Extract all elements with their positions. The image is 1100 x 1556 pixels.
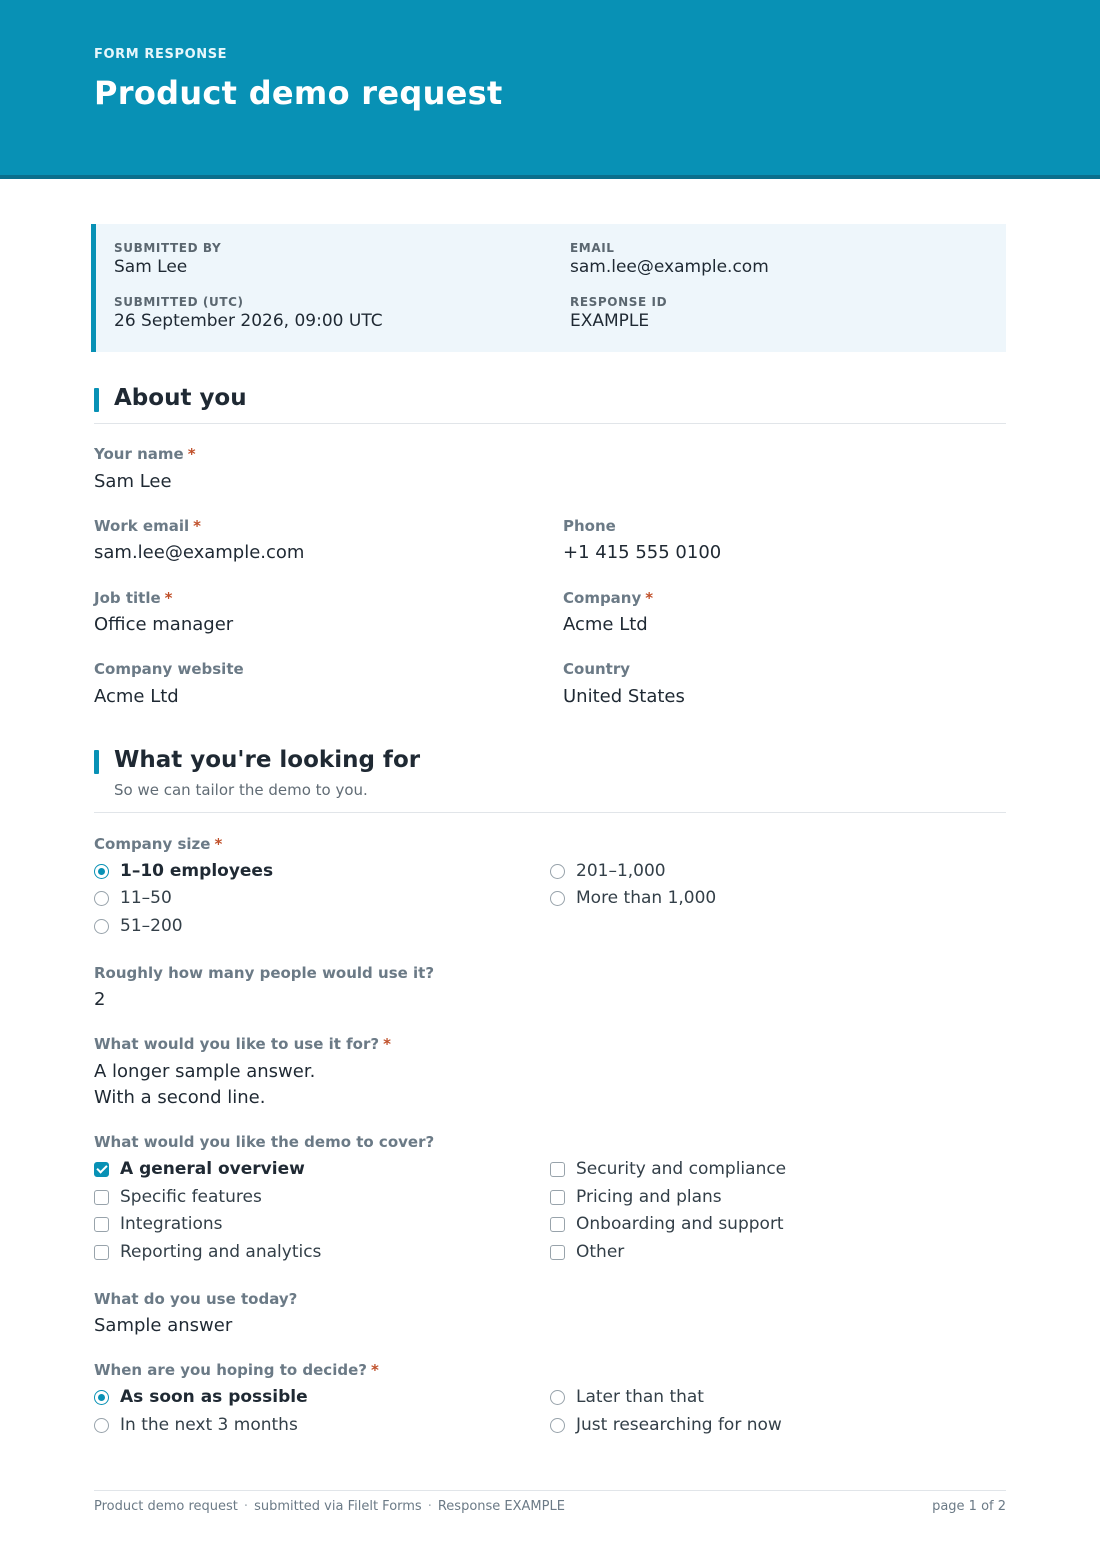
meta-label: EMAIL <box>570 241 615 255</box>
required-mark: * <box>164 589 173 607</box>
checkbox-empty-icon <box>94 1217 109 1232</box>
field-label-work-email: Work email * <box>94 517 201 535</box>
section-title: About you <box>114 385 247 411</box>
footer-form-name: Product demo request <box>94 1499 238 1514</box>
footer-submitted-via: submitted via Filelt Forms <box>254 1499 422 1514</box>
checkbox-empty-icon <box>550 1190 565 1205</box>
page-header <box>0 0 1100 179</box>
field-value-people-count: 2 <box>94 989 106 1010</box>
page-number: page 1 of 2 <box>932 1499 1006 1514</box>
meta-label: RESPONSE ID <box>570 295 668 309</box>
section-description: So we can tailor the demo to you. <box>114 781 368 799</box>
footer-info <box>94 1499 565 1514</box>
field-label-phone: Phone <box>563 517 616 535</box>
checkbox-empty-icon <box>94 1190 109 1205</box>
required-mark: * <box>383 1035 391 1053</box>
field-label-decide: When are you hoping to decide? * <box>94 1361 379 1379</box>
footer-separator: · <box>427 1499 432 1514</box>
section-about-you <box>94 385 1006 424</box>
meta-value: Sam Lee <box>114 257 188 277</box>
field-value-use-today: Sample answer <box>94 1315 233 1336</box>
meta-submitted-utc <box>114 295 383 331</box>
page-footer <box>94 1490 1006 1530</box>
field-label-use-today: What do you use today? <box>94 1290 298 1308</box>
required-mark: * <box>645 589 654 607</box>
field-value-company: Acme Ltd <box>563 614 648 635</box>
checkbox-empty-icon <box>94 1245 109 1260</box>
radio-empty-icon <box>94 891 109 906</box>
required-mark: * <box>370 1361 379 1379</box>
required-mark: * <box>214 835 223 853</box>
radio-empty-icon <box>94 919 109 934</box>
meta-value: sam.lee@example.com <box>570 257 769 277</box>
footer-separator: · <box>243 1499 249 1514</box>
field-value-use-for-line-2: With a second line. <box>94 1087 266 1108</box>
page-title: Product demo request <box>94 74 503 112</box>
meta-response-id <box>570 295 667 331</box>
radio-empty-icon <box>550 864 565 879</box>
checkbox-checked-icon <box>94 1162 109 1177</box>
radio-empty-icon <box>94 1418 109 1433</box>
field-label-job-title: Job title * <box>94 589 173 607</box>
required-mark: * <box>193 517 201 535</box>
section-accent-bar <box>94 388 99 412</box>
radio-empty-icon <box>550 1418 565 1433</box>
field-label-people-count: Roughly how many people would use it? <box>94 964 435 982</box>
meta-label: SUBMITTED BY <box>114 241 222 255</box>
meta-email <box>570 241 769 277</box>
header-eyebrow: FORM RESPONSE <box>94 47 228 62</box>
field-label-company-website: Company website <box>94 660 244 678</box>
section-accent-bar <box>94 750 99 774</box>
checkbox-empty-icon <box>550 1162 565 1177</box>
required-mark: * <box>187 445 196 463</box>
section-title: What you're looking for <box>114 747 421 773</box>
field-label-company: Company * <box>563 589 654 607</box>
radio-selected-icon <box>94 1390 109 1405</box>
radio-empty-icon <box>550 891 565 906</box>
checkbox-empty-icon <box>550 1245 565 1260</box>
field-label-use-for: What would you like to use it for? * <box>94 1035 391 1053</box>
field-value-job-title: Office manager <box>94 614 234 635</box>
meta-label: SUBMITTED (UTC) <box>114 295 244 309</box>
meta-submitted-by <box>114 241 221 277</box>
footer-response: Response EXAMPLE <box>437 1499 565 1514</box>
field-label-your-name: Your name * <box>94 445 196 463</box>
field-value-country: United States <box>563 686 685 707</box>
field-value-your-name: Sam Lee <box>94 471 172 492</box>
radio-selected-icon <box>94 864 109 879</box>
field-value-work-email: sam.lee@example.com <box>94 542 305 563</box>
field-label-country: Country <box>563 660 631 678</box>
submission-meta <box>91 224 1006 352</box>
meta-value: EXAMPLE <box>570 311 650 331</box>
field-label-company-size: Company size * <box>94 835 223 853</box>
section-looking-for <box>94 747 1006 813</box>
field-value-phone: +1 415 555 0100 <box>563 542 722 563</box>
field-label-demo-cover: What would you like the demo to cover? <box>94 1133 435 1151</box>
radio-empty-icon <box>550 1390 565 1405</box>
field-value-use-for-line-1: A longer sample answer. <box>94 1061 316 1082</box>
meta-value: 26 September 2026, 09:00 UTC <box>114 311 383 331</box>
checkbox-empty-icon <box>550 1217 565 1232</box>
field-value-company-website: Acme Ltd <box>94 686 179 707</box>
